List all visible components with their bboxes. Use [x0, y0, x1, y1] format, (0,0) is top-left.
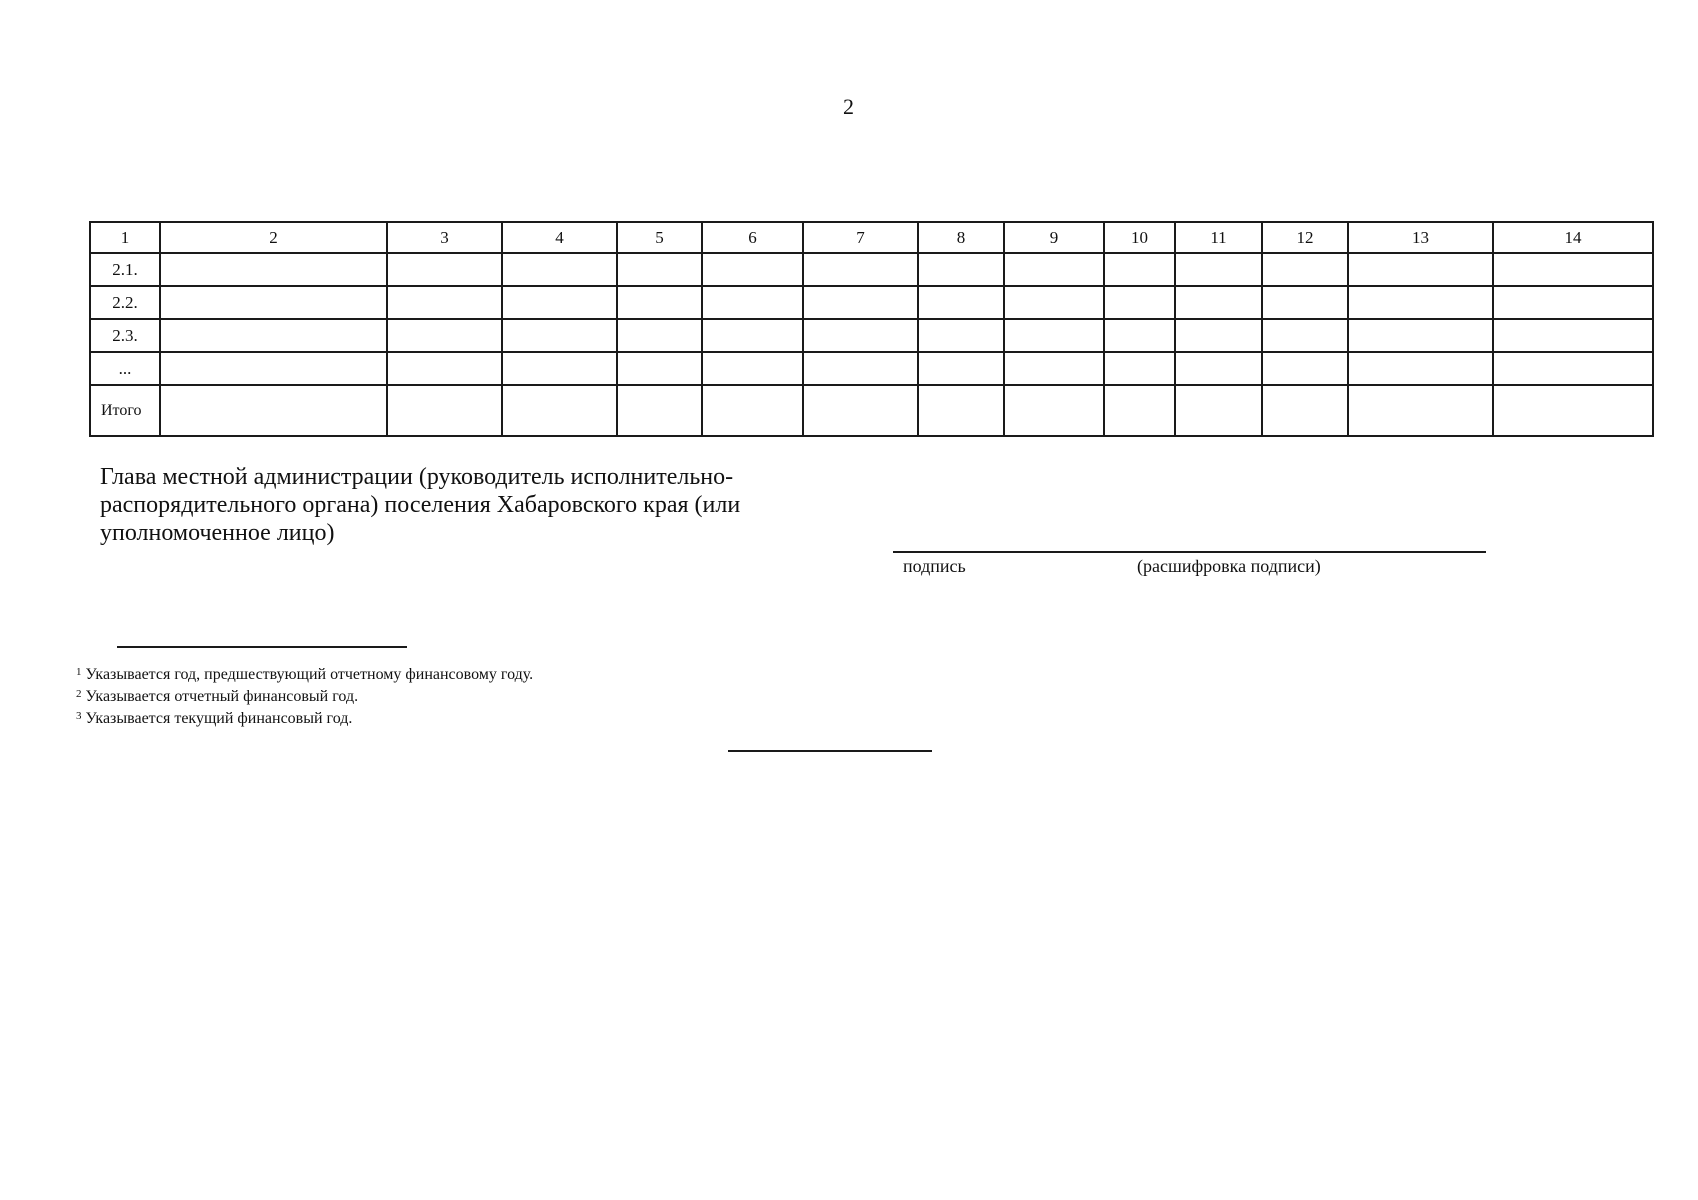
column-number-cell: 14 [1493, 222, 1653, 253]
table-row [90, 319, 1653, 352]
table-cell [617, 286, 702, 319]
table-cell [1004, 253, 1104, 286]
table-cell [1175, 319, 1262, 352]
column-number-cell: 2 [160, 222, 387, 253]
table-cell [803, 286, 918, 319]
table-cell [1004, 385, 1104, 436]
table-cell [1104, 352, 1175, 385]
table-cell [702, 319, 803, 352]
table-cell [502, 286, 617, 319]
table-cell [1175, 253, 1262, 286]
table-cell [1493, 385, 1653, 436]
closing-rule [728, 750, 932, 752]
table-cell [160, 385, 387, 436]
column-number-cell: 13 [1348, 222, 1493, 253]
table-cell [1348, 352, 1493, 385]
report-table [89, 221, 1654, 437]
table-cell [803, 385, 918, 436]
footnote-text: Указывается отчетный финансовый год. [85, 688, 359, 705]
table-cell [1004, 319, 1104, 352]
footnote-mark: 1 [76, 666, 82, 678]
table-cell [1262, 352, 1348, 385]
column-number-cell: 7 [803, 222, 918, 253]
footnote-text: Указывается год, предшествующий отчетному финансовому году. [85, 666, 534, 683]
row-number-cell: 2.3. [90, 319, 160, 352]
footnote-mark: 3 [76, 710, 82, 722]
table-cell [1175, 385, 1262, 436]
table-cell [502, 352, 617, 385]
row-number-cell: ... [90, 352, 160, 385]
table-cell [502, 319, 617, 352]
footnote-item [76, 708, 533, 730]
table-cell [1175, 352, 1262, 385]
table-cell [1348, 253, 1493, 286]
table-cell [1493, 319, 1653, 352]
column-number-cell: 5 [617, 222, 702, 253]
footnote-item [76, 664, 533, 686]
table-cell [1104, 253, 1175, 286]
footnote-mark: 2 [76, 688, 82, 700]
footnote-item [76, 686, 533, 708]
table-cell [803, 319, 918, 352]
table-cell [918, 319, 1004, 352]
column-number-cell: 3 [387, 222, 502, 253]
table-total-row [90, 385, 1653, 436]
signature-line [893, 551, 1486, 553]
table-cell [702, 253, 803, 286]
table-cell [387, 319, 502, 352]
row-number-cell: 2.1. [90, 253, 160, 286]
column-number-cell: 10 [1104, 222, 1175, 253]
table-cell [702, 385, 803, 436]
table-cell [1348, 319, 1493, 352]
table-cell [617, 352, 702, 385]
signature-decode-caption: (расшифровка подписи) [1137, 556, 1321, 576]
table-cell [1493, 352, 1653, 385]
table-row [90, 286, 1653, 319]
table-cell [387, 286, 502, 319]
footnote-text: Указывается текущий финансовый год. [85, 710, 353, 727]
table-cell [1104, 286, 1175, 319]
table-cell [1104, 319, 1175, 352]
table-cell [1175, 286, 1262, 319]
column-number-cell: 1 [90, 222, 160, 253]
footnote-separator [117, 646, 407, 648]
page-number: 2 [843, 94, 854, 119]
column-number-cell: 8 [918, 222, 1004, 253]
table-cell [1262, 286, 1348, 319]
table-cell [160, 286, 387, 319]
table-cell [160, 253, 387, 286]
table-cell [387, 253, 502, 286]
table-row [90, 352, 1653, 385]
table-cell [918, 385, 1004, 436]
table-cell [617, 385, 702, 436]
table-row [90, 253, 1653, 286]
table-cell [1493, 286, 1653, 319]
table-cell [803, 253, 918, 286]
table-header-row [90, 222, 1653, 253]
column-number-cell: 12 [1262, 222, 1348, 253]
table-cell [502, 385, 617, 436]
signer-title: Глава местной администрации (руководитель исполнительно-распорядительного органа) поселения Хабаровского края (или уполномоченное лицо) [100, 464, 741, 546]
signature-caption: подпись [903, 556, 966, 576]
column-number-cell: 4 [502, 222, 617, 253]
table-cell [803, 352, 918, 385]
table-cell [1493, 253, 1653, 286]
table-cell [387, 352, 502, 385]
table-cell [918, 286, 1004, 319]
table-cell [387, 385, 502, 436]
table-cell [1348, 286, 1493, 319]
footnotes [76, 664, 533, 730]
table-cell [1004, 286, 1104, 319]
table-cell [1004, 352, 1104, 385]
column-number-cell: 9 [1004, 222, 1104, 253]
total-label-cell: Итого [90, 385, 160, 436]
table-cell [918, 352, 1004, 385]
table-cell [702, 286, 803, 319]
column-number-cell: 11 [1175, 222, 1262, 253]
table-cell [160, 352, 387, 385]
table-cell [1262, 253, 1348, 286]
table-cell [1262, 385, 1348, 436]
table-cell [502, 253, 617, 286]
table-cell [617, 319, 702, 352]
table-cell [617, 253, 702, 286]
row-number-cell: 2.2. [90, 286, 160, 319]
table-cell [702, 352, 803, 385]
column-number-cell: 6 [702, 222, 803, 253]
table-cell [160, 319, 387, 352]
table-cell [1262, 319, 1348, 352]
table-cell [1348, 385, 1493, 436]
table-cell [1104, 385, 1175, 436]
table-cell [918, 253, 1004, 286]
